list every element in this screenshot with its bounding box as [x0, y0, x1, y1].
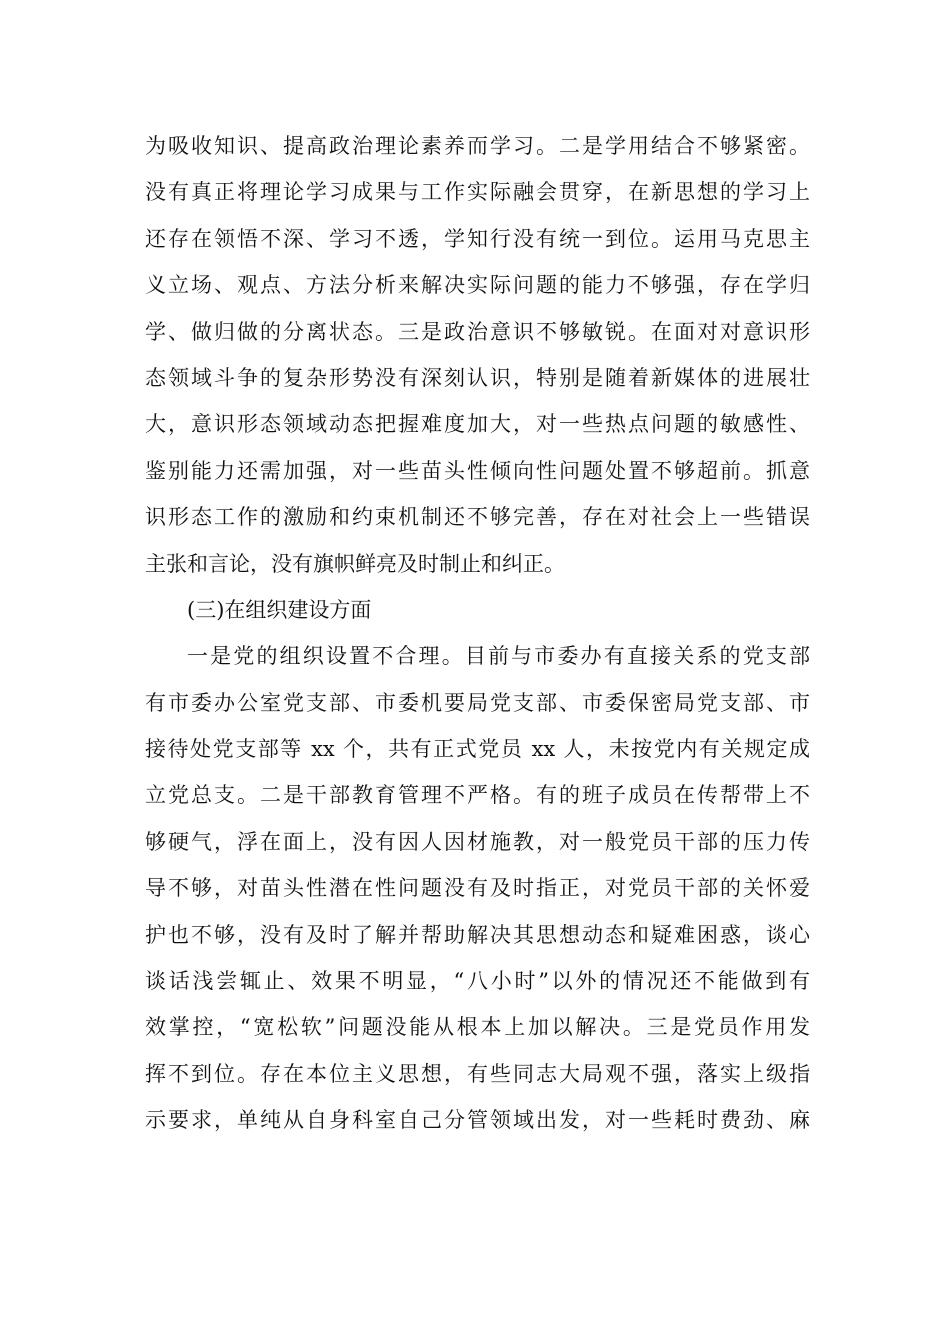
text-line-8: 鉴别能力还需加强，对一些苗头性倾向性问题处置不够超前。抓意: [145, 458, 810, 483]
text-line-10: 主张和言论，没有旗帜鲜亮及时制止和纠正。: [145, 551, 565, 576]
text-line-22: 示要求，单纯从自身科室自己分管领域出发，对一些耗时费劲、麻: [145, 1108, 810, 1133]
text-line-16: 够硬气，浮在面上，没有因人因材施教，对一般党员干部的压力传: [145, 829, 810, 854]
text-line-5: 学、做归做的分离状态。三是政治意识不够敏锐。在面对对意识形: [145, 319, 810, 344]
text-line-4: 义立场、观点、方法分析来解决实际问题的能力不够强，存在学归: [145, 273, 810, 298]
text-line-3: 还存在领悟不深、学习不透，学知行没有统一到位。运用马克思主: [145, 226, 810, 251]
text-line-12: 一是党的组织设置不合理。目前与市委办有直接关系的党支部: [187, 644, 810, 669]
text-line-17: 导不够，对苗头性潜在性问题没有及时指正，对党员干部的关怀爱: [145, 876, 810, 901]
text-line-20: 效掌控，“宽松软”问题没能从根本上加以解决。三是党员作用发: [145, 1015, 810, 1040]
text-line-9: 识形态工作的激励和约束机制还不够完善，存在对社会上一些错误: [145, 505, 810, 530]
text-line-19: 谈话浅尝辄止、效果不明显，“八小时”以外的情况还不能做到有: [145, 969, 810, 994]
text-line-2: 没有真正将理论学习成果与工作实际融会贯穿，在新思想的学习上: [145, 180, 810, 205]
text-line-21: 挥不到位。存在本位主义思想，有些同志大局观不强，落实上级指: [145, 1061, 810, 1086]
section-heading: (三)在组织建设方面: [187, 597, 372, 622]
text-line-1: 为吸收知识、提高政治理论素养而学习。二是学用结合不够紧密。: [145, 134, 810, 158]
text-line-15: 立党总支。二是干部教育管理不严格。有的班子成员在传帮带上不: [145, 783, 810, 808]
text-line-7: 大，意识形态领域动态把握难度加大，对一些热点问题的敏感性、: [145, 412, 810, 437]
document-body: [145, 123, 810, 1144]
text-line-14: 接待处党支部等 xx 个，共有正式党员 xx 人，未按党内有关规定成: [145, 737, 810, 762]
text-line-13: 有市委办公室党支部、市委机要局党支部、市委保密局党支部、市: [145, 690, 810, 715]
text-line-6: 态领域斗争的复杂形势没有深刻认识，特别是随着新媒体的进展壮: [145, 365, 810, 390]
text-line-18: 护也不够，没有及时了解并帮助解决其思想动态和疑难困惑，谈心: [145, 922, 810, 947]
